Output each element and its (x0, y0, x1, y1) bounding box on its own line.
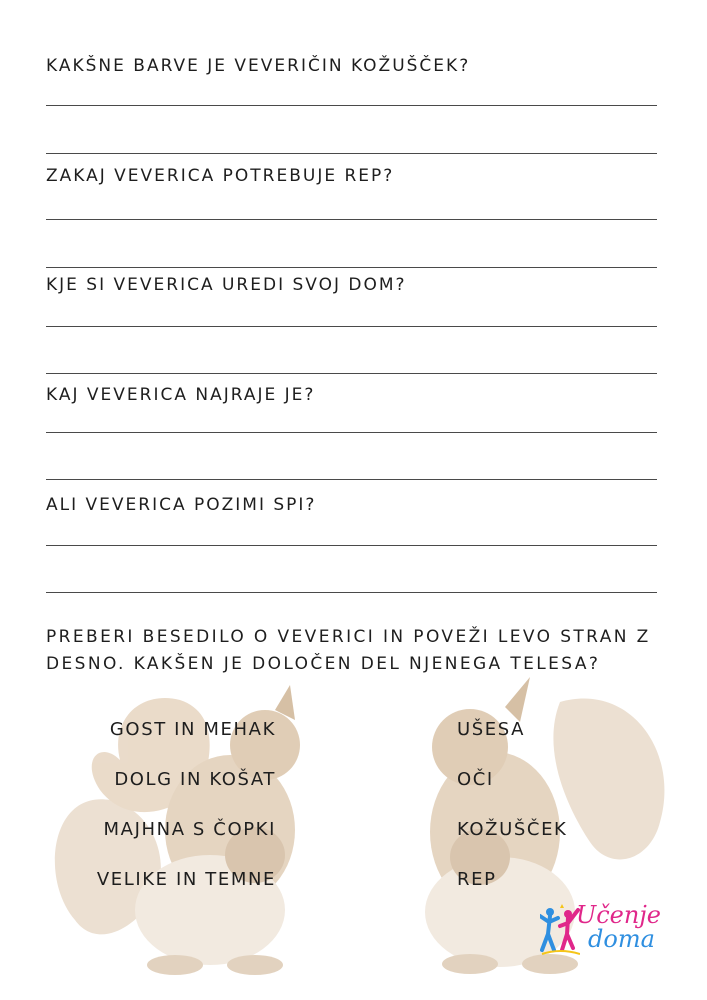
answer-line-5a[interactable] (46, 545, 657, 546)
question-3: KJE SI VEVERICA UREDI SVOJ DOM? (46, 275, 407, 295)
match-right-1[interactable]: UŠESA (457, 719, 526, 740)
instruction-line-2: DESNO. KAKŠEN JE DOLOČEN DEL NJENEGA TELESA? (46, 654, 601, 674)
match-right-2[interactable]: OČI (457, 769, 494, 790)
question-5: ALI VEVERICA POZIMI SPI? (46, 495, 317, 515)
question-1: KAKŠNE BARVE JE VEVERIČIN KOŽUŠČEK? (46, 56, 471, 76)
answer-line-2a[interactable] (46, 219, 657, 220)
match-right-4[interactable]: REP (457, 869, 497, 890)
logo-word-doma: doma (588, 925, 655, 953)
answer-line-3b[interactable] (46, 373, 657, 374)
match-left-4[interactable]: VELIKE IN TEMNE (96, 869, 276, 890)
ucenje-doma-logo (540, 900, 665, 960)
answer-line-2b[interactable] (46, 267, 657, 268)
instruction-line-1: PREBERI BESEDILO O VEVERICI IN POVEŽI LEVO STRAN Z (46, 627, 651, 647)
question-2: ZAKAJ VEVERICA POTREBUJE REP? (46, 166, 395, 186)
instruction-text (46, 624, 651, 678)
kids-jumping-icon (540, 904, 580, 956)
answer-line-4b[interactable] (46, 479, 657, 480)
logo-word-ucenje: Učenje (576, 901, 661, 929)
match-left-2[interactable]: DOLG IN KOŠAT (114, 769, 276, 790)
answer-line-4a[interactable] (46, 432, 657, 433)
match-right-3[interactable]: KOŽUŠČEK (457, 819, 568, 840)
answer-line-1a[interactable] (46, 105, 657, 106)
match-left-3[interactable]: MAJHNA S ČOPKI (103, 819, 276, 840)
question-4: KAJ VEVERICA NAJRAJE JE? (46, 385, 316, 405)
answer-line-1b[interactable] (46, 153, 657, 154)
answer-line-3a[interactable] (46, 326, 657, 327)
answer-line-5b[interactable] (46, 592, 657, 593)
match-left-1[interactable]: GOST IN MEHAK (109, 719, 276, 740)
